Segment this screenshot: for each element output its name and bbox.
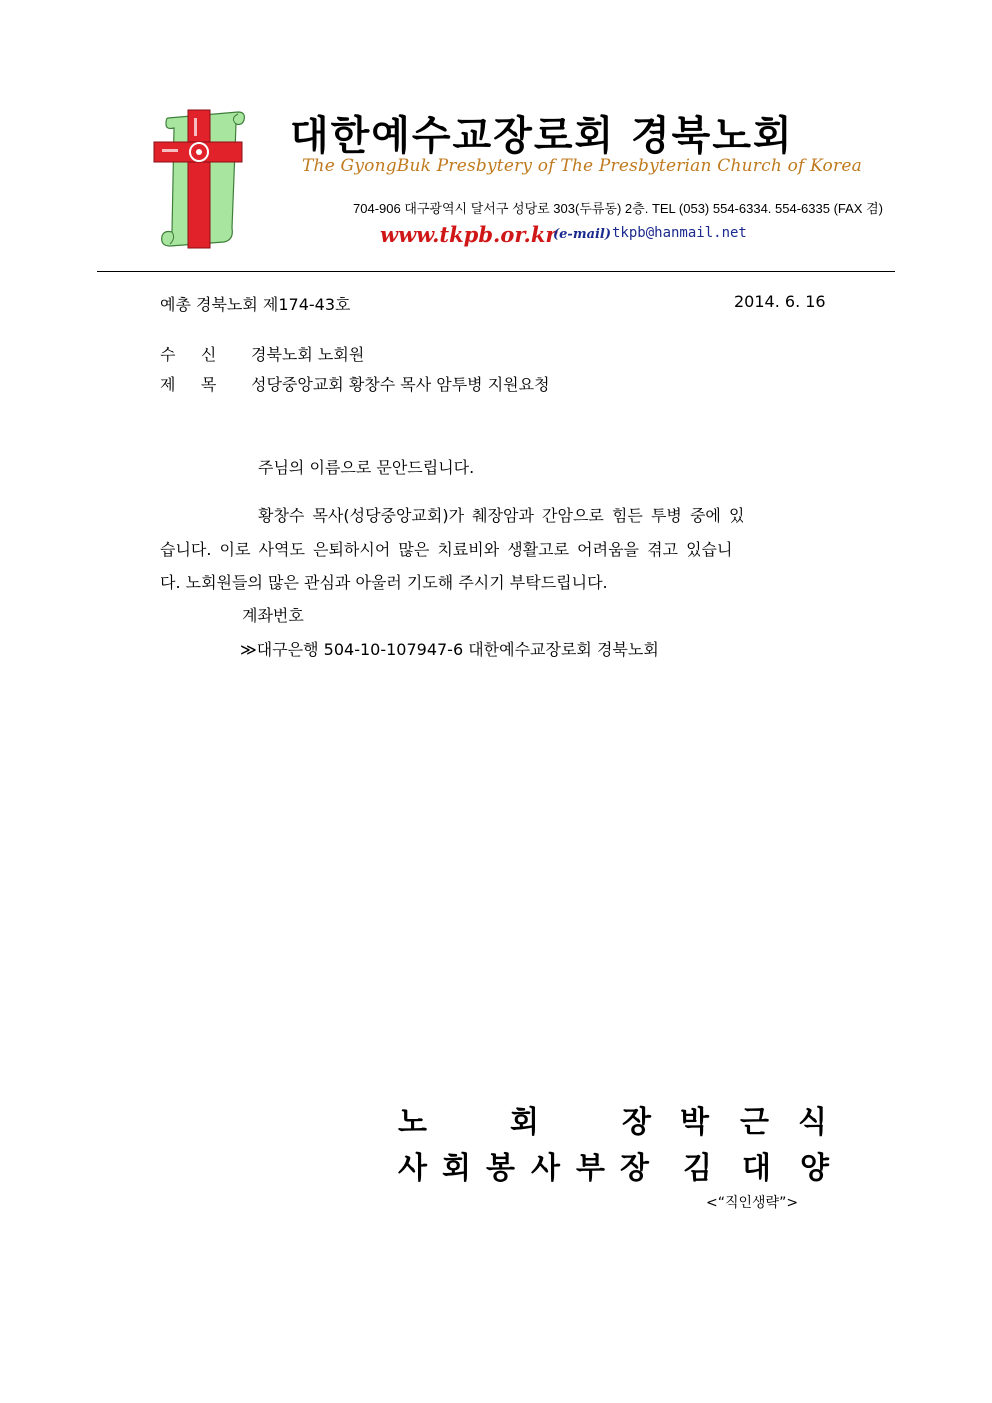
document-number: 예총 경북노회 제174-43호 [160,295,351,314]
sig2-char: 양 [800,1151,829,1186]
signature-line-president [0,1097,992,1140]
recipient-label: 수 신 [160,345,217,364]
body-line-3: 다. 노회원들의 많은 관심과 아울러 기도해 주시기 부탁드립니다. [160,573,608,592]
seal-omitted-note: <“직인생략”> [706,1195,799,1211]
sig1-char: 노 [398,1105,427,1140]
sig2-char: 봉 [486,1151,515,1186]
sig2-char: 대 [742,1151,771,1186]
sig2-char: 부 [576,1151,605,1186]
sig2-char: 사 [398,1151,427,1186]
recipient: 경북노회 노회원 [251,345,365,364]
org-address: 704-906 대구광역시 달서구 성당로 303(두류동) 2층. TEL (053) 554-6334. 554-6335 (FAX 겸) [353,201,883,216]
signature-line-social-service [0,1143,992,1186]
org-email-label: (e-mail) [553,227,612,242]
sig2-char: 사 [531,1151,560,1186]
greeting: 주님의 이름으로 문안드립니다. [258,458,475,477]
account-number: ≫대구은행 504-10-107947-6 대한예수교장로회 경북노회 [240,640,659,659]
sig2-char: 김 [683,1151,712,1186]
sig1-char: 회 [510,1105,539,1140]
cross-scroll-logo-icon [150,108,250,250]
header-divider [97,271,895,272]
sig2-char: 장 [620,1151,649,1186]
org-name: 대한예수교장로회 경북노회 [290,112,794,159]
sig1-char: 식 [798,1105,827,1140]
sig1-char: 박 [680,1105,709,1140]
subject-label: 제 목 [160,375,217,394]
subject: 성당중앙교회 황창수 목사 암투병 지원요청 [251,375,550,394]
org-email: tkpb@hanmail.net [612,225,747,241]
sig2-char: 회 [442,1151,471,1186]
org-website: www.tkpb.or.kr [380,222,557,247]
sig1-char: 장 [622,1105,651,1140]
org-name-english: The GyongBuk Presbytery of The Presbyterian Church of Korea [302,156,862,176]
document-date: 2014. 6. 16 [734,292,826,311]
account-label: 계좌번호 [242,606,304,625]
body-line-1: 황창수 목사(성당중앙교회)가 췌장암과 간암으로 힘든 투병 중에 있 [258,506,745,525]
body-line-2: 습니다. 이로 사역도 은퇴하시어 많은 치료비와 생활고로 어려움을 겪고 있습니 [160,540,733,559]
sig1-char: 근 [740,1105,769,1140]
